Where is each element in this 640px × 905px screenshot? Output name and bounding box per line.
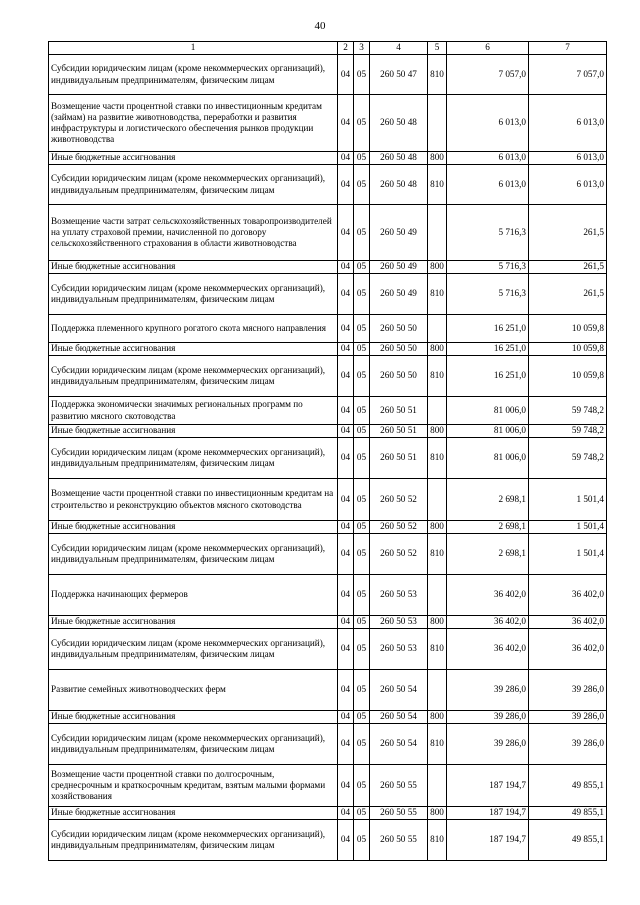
amount-col7: 261,5 bbox=[529, 205, 607, 261]
expense-type-code bbox=[428, 670, 447, 711]
expense-type-code bbox=[428, 95, 447, 152]
amount-col7: 49 855,1 bbox=[529, 820, 607, 861]
item-name: Развитие семейных животноводческих ферм bbox=[49, 670, 338, 711]
section-code: 04 bbox=[338, 534, 354, 575]
amount-col7: 59 748,2 bbox=[529, 397, 607, 425]
amount-col7: 39 286,0 bbox=[529, 711, 607, 724]
column-header: 2 bbox=[338, 42, 354, 55]
expense-type-code: 800 bbox=[428, 711, 447, 724]
expense-type-code: 810 bbox=[428, 274, 447, 315]
table-row bbox=[49, 165, 607, 205]
target-article-code: 260 50 55 bbox=[370, 820, 428, 861]
table-row bbox=[49, 616, 607, 629]
target-article-code: 260 50 53 bbox=[370, 616, 428, 629]
table-row bbox=[49, 95, 607, 152]
subsection-code: 05 bbox=[354, 724, 370, 765]
section-code: 04 bbox=[338, 95, 354, 152]
column-header: 3 bbox=[354, 42, 370, 55]
subsection-code: 05 bbox=[354, 479, 370, 521]
item-name: Субсидии юридическим лицам (кроме некоммерческих организаций), индивидуальным предпринимателям, физическим лицам bbox=[49, 629, 338, 670]
column-header: 7 bbox=[529, 42, 607, 55]
item-name: Возмещение части затрат сельскохозяйственных товаропроизводителей на уплату страховой премии, начисленной по договору сельскохозяйственного страхования в области животноводства bbox=[49, 205, 338, 261]
amount-col7: 261,5 bbox=[529, 261, 607, 274]
amount-col7: 7 057,0 bbox=[529, 55, 607, 95]
amount-col6: 39 286,0 bbox=[447, 724, 529, 765]
amount-col7: 1 501,4 bbox=[529, 521, 607, 534]
section-code: 04 bbox=[338, 356, 354, 397]
target-article-code: 260 50 54 bbox=[370, 670, 428, 711]
amount-col6: 39 286,0 bbox=[447, 670, 529, 711]
subsection-code: 05 bbox=[354, 397, 370, 425]
amount-col6: 7 057,0 bbox=[447, 55, 529, 95]
section-code: 04 bbox=[338, 425, 354, 438]
subsection-code: 05 bbox=[354, 95, 370, 152]
target-article-code: 260 50 51 bbox=[370, 438, 428, 479]
amount-col7: 10 059,8 bbox=[529, 356, 607, 397]
target-article-code: 260 50 49 bbox=[370, 274, 428, 315]
table-row bbox=[49, 356, 607, 397]
table-row bbox=[49, 629, 607, 670]
item-name: Поддержка экономически значимых региональных программ по развитию мясного скотоводства bbox=[49, 397, 338, 425]
target-article-code: 260 50 55 bbox=[370, 807, 428, 820]
table-row bbox=[49, 670, 607, 711]
amount-col6: 5 716,3 bbox=[447, 205, 529, 261]
amount-col6: 2 698,1 bbox=[447, 521, 529, 534]
amount-col6: 187 194,7 bbox=[447, 807, 529, 820]
subsection-code: 05 bbox=[354, 711, 370, 724]
subsection-code: 05 bbox=[354, 629, 370, 670]
subsection-code: 05 bbox=[354, 356, 370, 397]
item-name: Иные бюджетные ассигнования bbox=[49, 807, 338, 820]
section-code: 04 bbox=[338, 55, 354, 95]
item-name: Поддержка начинающих фермеров bbox=[49, 575, 338, 616]
table-row bbox=[49, 521, 607, 534]
column-header: 1 bbox=[49, 42, 338, 55]
table-row bbox=[49, 575, 607, 616]
section-code: 04 bbox=[338, 521, 354, 534]
target-article-code: 260 50 53 bbox=[370, 575, 428, 616]
expense-type-code: 800 bbox=[428, 261, 447, 274]
item-name: Субсидии юридическим лицам (кроме некоммерческих организаций), индивидуальным предпринимателям, физическим лицам bbox=[49, 356, 338, 397]
expense-type-code: 810 bbox=[428, 438, 447, 479]
expense-type-code bbox=[428, 397, 447, 425]
target-article-code: 260 50 50 bbox=[370, 315, 428, 343]
subsection-code: 05 bbox=[354, 765, 370, 807]
subsection-code: 05 bbox=[354, 205, 370, 261]
section-code: 04 bbox=[338, 765, 354, 807]
amount-col7: 59 748,2 bbox=[529, 438, 607, 479]
table-row bbox=[49, 274, 607, 315]
amount-col7: 261,5 bbox=[529, 274, 607, 315]
item-name: Иные бюджетные ассигнования bbox=[49, 261, 338, 274]
section-code: 04 bbox=[338, 315, 354, 343]
target-article-code: 260 50 52 bbox=[370, 479, 428, 521]
item-name: Возмещение части процентной ставки по инвестиционным кредитам на строительство и реконструкцию объектов мясного скотоводства bbox=[49, 479, 338, 521]
amount-col7: 1 501,4 bbox=[529, 534, 607, 575]
expense-type-code: 810 bbox=[428, 629, 447, 670]
item-name: Субсидии юридическим лицам (кроме некоммерческих организаций), индивидуальным предпринимателям, физическим лицам bbox=[49, 165, 338, 205]
subsection-code: 05 bbox=[354, 670, 370, 711]
table-row bbox=[49, 438, 607, 479]
section-code: 04 bbox=[338, 165, 354, 205]
table-row bbox=[49, 397, 607, 425]
subsection-code: 05 bbox=[354, 165, 370, 205]
amount-col6: 6 013,0 bbox=[447, 165, 529, 205]
expense-type-code: 800 bbox=[428, 152, 447, 165]
target-article-code: 260 50 48 bbox=[370, 165, 428, 205]
item-name: Иные бюджетные ассигнования bbox=[49, 616, 338, 629]
subsection-code: 05 bbox=[354, 616, 370, 629]
item-name: Субсидии юридическим лицам (кроме некоммерческих организаций), индивидуальным предпринимателям, физическим лицам bbox=[49, 820, 338, 861]
column-header: 5 bbox=[428, 42, 447, 55]
item-name: Возмещение части процентной ставки по долгосрочным, среднесрочным и краткосрочным кредитам, взятым малыми формами хозяйствования bbox=[49, 765, 338, 807]
column-header: 6 bbox=[447, 42, 529, 55]
item-name: Иные бюджетные ассигнования bbox=[49, 425, 338, 438]
subsection-code: 05 bbox=[354, 425, 370, 438]
amount-col6: 81 006,0 bbox=[447, 397, 529, 425]
subsection-code: 05 bbox=[354, 438, 370, 479]
amount-col6: 187 194,7 bbox=[447, 765, 529, 807]
table-row bbox=[49, 479, 607, 521]
target-article-code: 260 50 52 bbox=[370, 521, 428, 534]
amount-col6: 36 402,0 bbox=[447, 575, 529, 616]
table-row bbox=[49, 765, 607, 807]
amount-col7: 10 059,8 bbox=[529, 343, 607, 356]
target-article-code: 260 50 49 bbox=[370, 261, 428, 274]
amount-col7: 10 059,8 bbox=[529, 315, 607, 343]
section-code: 04 bbox=[338, 711, 354, 724]
amount-col7: 6 013,0 bbox=[529, 95, 607, 152]
expense-type-code: 810 bbox=[428, 165, 447, 205]
expense-type-code: 800 bbox=[428, 425, 447, 438]
column-number-row bbox=[49, 42, 607, 55]
subsection-code: 05 bbox=[354, 315, 370, 343]
expense-type-code: 810 bbox=[428, 534, 447, 575]
amount-col6: 2 698,1 bbox=[447, 534, 529, 575]
section-code: 04 bbox=[338, 807, 354, 820]
target-article-code: 260 50 55 bbox=[370, 765, 428, 807]
table-row bbox=[49, 343, 607, 356]
item-name: Субсидии юридическим лицам (кроме некоммерческих организаций), индивидуальным предпринимателям, физическим лицам bbox=[49, 438, 338, 479]
expense-type-code: 810 bbox=[428, 724, 447, 765]
subsection-code: 05 bbox=[354, 55, 370, 95]
amount-col6: 2 698,1 bbox=[447, 479, 529, 521]
expense-type-code bbox=[428, 315, 447, 343]
subsection-code: 05 bbox=[354, 261, 370, 274]
amount-col7: 36 402,0 bbox=[529, 629, 607, 670]
amount-col7: 36 402,0 bbox=[529, 616, 607, 629]
item-name: Субсидии юридическим лицам (кроме некоммерческих организаций), индивидуальным предпринимателям, физическим лицам bbox=[49, 55, 338, 95]
target-article-code: 260 50 50 bbox=[370, 356, 428, 397]
section-code: 04 bbox=[338, 629, 354, 670]
amount-col7: 6 013,0 bbox=[529, 152, 607, 165]
subsection-code: 05 bbox=[354, 152, 370, 165]
item-name: Возмещение части процентной ставки по инвестиционным кредитам (займам) на развитие животноводства, переработки и развития инфраструктуры и логистического обеспечения рынков продукции животноводства bbox=[49, 95, 338, 152]
amount-col7: 6 013,0 bbox=[529, 165, 607, 205]
amount-col7: 49 855,1 bbox=[529, 807, 607, 820]
amount-col7: 36 402,0 bbox=[529, 575, 607, 616]
amount-col6: 39 286,0 bbox=[447, 711, 529, 724]
expense-type-code bbox=[428, 575, 447, 616]
amount-col6: 5 716,3 bbox=[447, 261, 529, 274]
table-row bbox=[49, 261, 607, 274]
table-row bbox=[49, 205, 607, 261]
amount-col6: 5 716,3 bbox=[447, 274, 529, 315]
amount-col6: 16 251,0 bbox=[447, 356, 529, 397]
table-row bbox=[49, 534, 607, 575]
target-article-code: 260 50 51 bbox=[370, 425, 428, 438]
table-row bbox=[49, 807, 607, 820]
amount-col7: 59 748,2 bbox=[529, 425, 607, 438]
table-row bbox=[49, 315, 607, 343]
amount-col6: 81 006,0 bbox=[447, 438, 529, 479]
section-code: 04 bbox=[338, 479, 354, 521]
expense-type-code bbox=[428, 205, 447, 261]
amount-col6: 16 251,0 bbox=[447, 315, 529, 343]
section-code: 04 bbox=[338, 438, 354, 479]
target-article-code: 260 50 53 bbox=[370, 629, 428, 670]
column-header: 4 bbox=[370, 42, 428, 55]
subsection-code: 05 bbox=[354, 343, 370, 356]
item-name: Иные бюджетные ассигнования bbox=[49, 152, 338, 165]
amount-col6: 16 251,0 bbox=[447, 343, 529, 356]
item-name: Иные бюджетные ассигнования bbox=[49, 711, 338, 724]
section-code: 04 bbox=[338, 616, 354, 629]
section-code: 04 bbox=[338, 205, 354, 261]
table-row bbox=[49, 55, 607, 95]
expense-type-code: 800 bbox=[428, 521, 447, 534]
subsection-code: 05 bbox=[354, 534, 370, 575]
item-name: Поддержка племенного крупного рогатого скота мясного направления bbox=[49, 315, 338, 343]
target-article-code: 260 50 52 bbox=[370, 534, 428, 575]
section-code: 04 bbox=[338, 575, 354, 616]
expense-type-code: 810 bbox=[428, 820, 447, 861]
expense-type-code: 800 bbox=[428, 807, 447, 820]
section-code: 04 bbox=[338, 152, 354, 165]
item-name: Субсидии юридическим лицам (кроме некоммерческих организаций), индивидуальным предпринимателям, физическим лицам bbox=[49, 724, 338, 765]
amount-col6: 6 013,0 bbox=[447, 152, 529, 165]
amount-col7: 39 286,0 bbox=[529, 670, 607, 711]
expense-type-code bbox=[428, 765, 447, 807]
section-code: 04 bbox=[338, 343, 354, 356]
section-code: 04 bbox=[338, 397, 354, 425]
target-article-code: 260 50 51 bbox=[370, 397, 428, 425]
table-row bbox=[49, 425, 607, 438]
expense-type-code bbox=[428, 479, 447, 521]
amount-col7: 49 855,1 bbox=[529, 765, 607, 807]
target-article-code: 260 50 49 bbox=[370, 205, 428, 261]
item-name: Субсидии юридическим лицам (кроме некоммерческих организаций), индивидуальным предпринимателям, физическим лицам bbox=[49, 534, 338, 575]
amount-col6: 36 402,0 bbox=[447, 616, 529, 629]
target-article-code: 260 50 54 bbox=[370, 724, 428, 765]
table-row bbox=[49, 152, 607, 165]
subsection-code: 05 bbox=[354, 820, 370, 861]
item-name: Субсидии юридическим лицам (кроме некоммерческих организаций), индивидуальным предпринимателям, физическим лицам bbox=[49, 274, 338, 315]
amount-col6: 36 402,0 bbox=[447, 629, 529, 670]
section-code: 04 bbox=[338, 261, 354, 274]
expense-type-code: 800 bbox=[428, 343, 447, 356]
section-code: 04 bbox=[338, 820, 354, 861]
target-article-code: 260 50 47 bbox=[370, 55, 428, 95]
table-row bbox=[49, 711, 607, 724]
subsection-code: 05 bbox=[354, 521, 370, 534]
table-row bbox=[49, 724, 607, 765]
item-name: Иные бюджетные ассигнования bbox=[49, 521, 338, 534]
budget-table bbox=[48, 41, 607, 861]
page-number: 40 bbox=[314, 20, 326, 32]
amount-col6: 81 006,0 bbox=[447, 425, 529, 438]
expense-type-code: 810 bbox=[428, 356, 447, 397]
subsection-code: 05 bbox=[354, 575, 370, 616]
subsection-code: 05 bbox=[354, 274, 370, 315]
target-article-code: 260 50 54 bbox=[370, 711, 428, 724]
amount-col7: 1 501,4 bbox=[529, 479, 607, 521]
table-body bbox=[49, 55, 607, 861]
table-row bbox=[49, 820, 607, 861]
amount-col6: 187 194,7 bbox=[447, 820, 529, 861]
expense-type-code: 800 bbox=[428, 616, 447, 629]
section-code: 04 bbox=[338, 274, 354, 315]
subsection-code: 05 bbox=[354, 807, 370, 820]
target-article-code: 260 50 50 bbox=[370, 343, 428, 356]
amount-col7: 39 286,0 bbox=[529, 724, 607, 765]
section-code: 04 bbox=[338, 670, 354, 711]
item-name: Иные бюджетные ассигнования bbox=[49, 343, 338, 356]
section-code: 04 bbox=[338, 724, 354, 765]
target-article-code: 260 50 48 bbox=[370, 152, 428, 165]
amount-col6: 6 013,0 bbox=[447, 95, 529, 152]
target-article-code: 260 50 48 bbox=[370, 95, 428, 152]
expense-type-code: 810 bbox=[428, 55, 447, 95]
